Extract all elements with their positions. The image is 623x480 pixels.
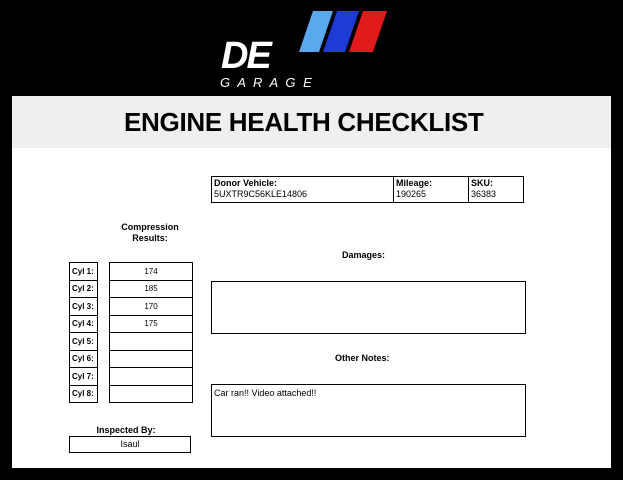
cylinder-label: Cyl 6:	[70, 350, 98, 368]
cylinder-label: Cyl 5:	[70, 333, 98, 351]
page-title: ENGINE HEALTH CHECKLIST	[124, 107, 484, 137]
cylinder-row	[70, 280, 193, 298]
cylinder-value[interactable]	[110, 350, 193, 368]
cylinder-label: Cyl 8:	[70, 385, 98, 403]
cylinder-value[interactable]: 174	[110, 263, 193, 281]
cylinder-value[interactable]: 175	[110, 315, 193, 333]
cylinder-label: Cyl 1:	[70, 263, 98, 281]
cylinder-row	[70, 385, 193, 403]
cylinder-row	[70, 350, 193, 368]
cylinder-value[interactable]: 170	[110, 298, 193, 316]
sku-cell[interactable]	[469, 177, 524, 203]
compression-heading-line1: Compression	[121, 222, 179, 232]
cylinder-value[interactable]	[110, 333, 193, 351]
compression-table	[69, 262, 193, 403]
de-garage-logo	[215, 8, 395, 93]
cylinder-label: Cyl 3:	[70, 298, 98, 316]
other-notes-field[interactable]	[211, 384, 526, 437]
vehicle-info-table	[211, 176, 524, 203]
donor-vehicle-value: 5UXTR9C56KLE14806	[214, 189, 308, 199]
damages-label: Damages:	[342, 250, 386, 260]
other-notes-text: Car ran!! Video attached!!	[214, 388, 317, 398]
compression-heading-line2: Results:	[132, 233, 168, 243]
compression-heading	[112, 222, 188, 244]
donor-vehicle-cell[interactable]	[212, 177, 394, 203]
damages-field[interactable]	[211, 281, 526, 334]
sku-value: 36383	[471, 189, 497, 199]
cylinder-row	[70, 298, 193, 316]
cylinder-row	[70, 333, 193, 351]
mileage-label: Mileage:	[396, 178, 433, 188]
inspected-by-label: Inspected By:	[96, 425, 156, 435]
mileage-cell[interactable]	[394, 177, 469, 203]
cylinder-label: Cyl 2:	[70, 280, 98, 298]
cylinder-value[interactable]	[110, 368, 193, 386]
logo-subtitle: G A R A G E	[220, 75, 314, 90]
logo-letters: DE	[221, 35, 270, 77]
other-notes-label: Other Notes:	[335, 353, 390, 363]
title-band	[12, 96, 611, 148]
cylinder-label: Cyl 4:	[70, 315, 98, 333]
cylinder-label: Cyl 7:	[70, 368, 98, 386]
cylinder-row	[70, 368, 193, 386]
cylinder-value[interactable]: 185	[110, 280, 193, 298]
cylinder-value[interactable]	[110, 385, 193, 403]
cylinder-row	[70, 315, 193, 333]
donor-vehicle-label: Donor Vehicle:	[214, 178, 278, 188]
sku-label: SKU:	[471, 178, 493, 188]
cylinder-row	[70, 263, 193, 281]
inspected-by-field[interactable]: Isaul	[69, 436, 191, 453]
checklist-sheet	[12, 96, 611, 468]
mileage-value: 190265	[396, 189, 427, 199]
